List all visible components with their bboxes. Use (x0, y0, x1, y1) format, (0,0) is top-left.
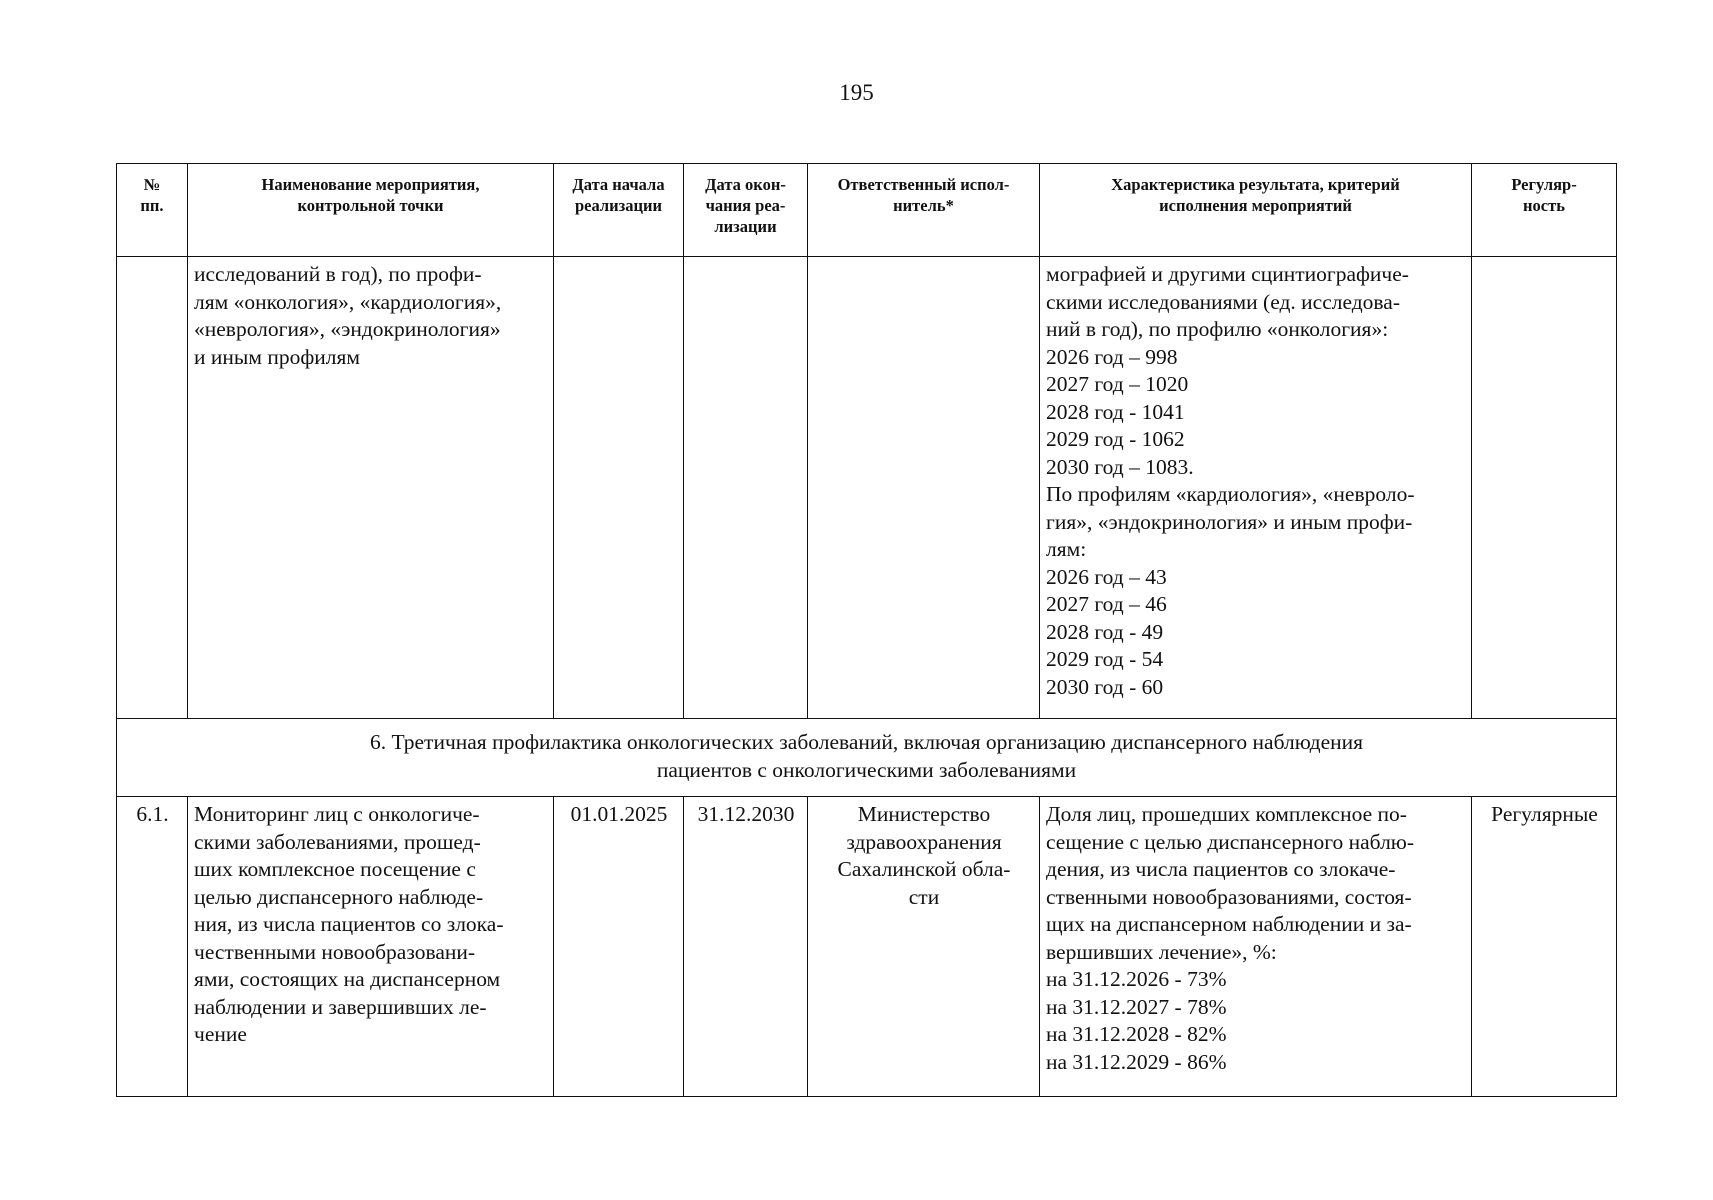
text-line: чение (194, 1022, 247, 1046)
text-line: и иным профилям (194, 344, 360, 369)
text-line: сти (908, 884, 940, 909)
text-line: дения, из числа пациентов со злокаче- (1046, 857, 1396, 881)
text-line: Мониторинг лиц с онкологиче- (194, 802, 480, 826)
cell-result (1040, 257, 1472, 719)
text-line: 2027 год – 46 (1046, 592, 1167, 616)
text-line: ность (1523, 196, 1565, 215)
text-line: ственными новообразованиями, состоя- (1046, 884, 1412, 909)
text-line: исполнения мероприятий (1159, 196, 1352, 215)
text-line: лям: (1046, 537, 1087, 561)
text-line: ния, из числа пациентов со злока- (194, 912, 504, 936)
text-line: Министерство (857, 802, 991, 826)
text-line: щих на диспансерном наблюдении и за- (1046, 912, 1412, 936)
cell-responsible (808, 257, 1040, 719)
text-line: ших комплексное посещение с (194, 857, 476, 881)
text-line: Наименование мероприятия, (261, 175, 480, 194)
text-line: мографией и другими сцинтиографиче- (1046, 262, 1409, 286)
text-line: скими заболеваниями, прошед- (194, 829, 481, 854)
text-line: 31.12.2030 (697, 802, 795, 826)
text-line: на 31.12.2026 - 73% (1046, 967, 1227, 991)
text-line: Сахалинской обла- (837, 857, 1011, 881)
table-row (117, 257, 1617, 719)
header-name (188, 164, 554, 257)
header-regularity (1472, 164, 1617, 257)
cell-end-date (684, 257, 808, 719)
header-end-date (684, 164, 808, 257)
section-title (117, 719, 1617, 797)
text-line: гия», «эндокринология» и иным профи- (1046, 509, 1413, 534)
text-line: на 31.12.2029 - 86% (1046, 1049, 1227, 1074)
text-line: чания реа- (705, 196, 786, 215)
text-line: 2029 год - 1062 (1046, 427, 1185, 451)
text-line: 2028 год - 49 (1046, 619, 1164, 644)
text-line: пп. (140, 196, 164, 215)
cell-start-date (554, 257, 684, 719)
text-line: Регулярные (1491, 802, 1598, 826)
cell-end-date (684, 797, 808, 1097)
text-line: 2027 год – 1020 (1046, 372, 1189, 396)
text-line: Доля лиц, прошедших комплексное по- (1046, 802, 1407, 826)
cell-responsible (808, 797, 1040, 1097)
text-line: нитель* (893, 196, 954, 215)
text-line: сещение с целью диспансерного наблю- (1046, 829, 1415, 854)
cell-start-date (554, 797, 684, 1097)
text-line: «неврология», «эндокринология» (194, 317, 501, 341)
text-line: вершивших лечение», %: (1046, 939, 1277, 964)
text-line: Характеристика результата, критерий (1111, 175, 1400, 194)
text-line: Дата окон- (705, 175, 786, 194)
text-line: 2026 год – 998 (1046, 344, 1178, 369)
header-result (1040, 164, 1472, 257)
text-line: контрольной точки (297, 196, 444, 215)
text-line: лизации (714, 217, 777, 236)
text-line: Ответственный испол- (837, 175, 1010, 194)
text-line: наблюдении и завершивших ле- (194, 994, 487, 1019)
text-line: № (143, 175, 161, 194)
table-header-row (117, 164, 1617, 257)
text-line: ний в год), по профилю «онкология»: (1046, 317, 1389, 341)
text-line: По профилям «кардиология», «невроло- (1046, 482, 1415, 506)
cell-name (188, 797, 554, 1097)
text-line: пациентов с онкологическими заболеваниями (656, 757, 1077, 782)
text-line: лям «онкология», «кардиология», (194, 289, 502, 314)
text-line: на 31.12.2028 - 82% (1046, 1022, 1227, 1046)
cell-number (117, 257, 188, 719)
text-line: 2029 год - 54 (1046, 647, 1164, 671)
text-line: здравоохранения (846, 829, 1002, 854)
text-line: на 31.12.2027 - 78% (1046, 994, 1227, 1019)
header-start-date (554, 164, 684, 257)
section-row (117, 719, 1617, 797)
text-line: скими исследованиями (ед. исследова- (1046, 289, 1400, 314)
text-line: Дата начала (572, 175, 665, 194)
page-number: 195 (839, 80, 874, 105)
header-number (117, 164, 188, 257)
text-line: чественными новообразовани- (194, 939, 476, 964)
text-line: реализации (574, 196, 663, 215)
text-line: 2026 год – 43 (1046, 564, 1167, 589)
text-line: 6.1. (136, 802, 169, 826)
cell-number (117, 797, 188, 1097)
text-line: 2030 год – 1083. (1046, 454, 1194, 479)
cell-result (1040, 797, 1472, 1097)
table-row (117, 797, 1617, 1097)
text-line: 2028 год - 1041 (1046, 399, 1185, 424)
text-line: 2030 год - 60 (1046, 674, 1164, 699)
header-responsible (808, 164, 1040, 257)
cell-regularity (1472, 797, 1617, 1097)
text-line: 6. Третичная профилактика онкологических заболеваний, включая организацию диспансерного наблюдения (369, 730, 1364, 754)
text-line: 01.01.2025 (570, 802, 668, 826)
measures-table (116, 163, 1617, 1097)
cell-regularity (1472, 257, 1617, 719)
text-line: исследований в год), по профи- (194, 262, 482, 286)
text-line: Регуляр- (1511, 175, 1577, 194)
text-line: ями, состоящих на диспансерном (194, 967, 501, 991)
cell-name (188, 257, 554, 719)
text-line: целью диспансерного наблюде- (194, 884, 484, 909)
